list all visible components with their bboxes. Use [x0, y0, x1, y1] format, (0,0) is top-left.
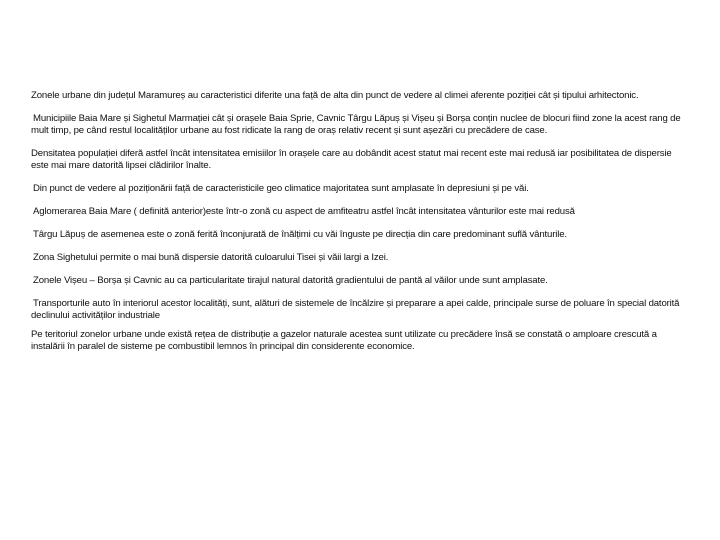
- paragraph-zonele-urbane: Zonele urbane din județul Maramureș au caracteristici diferite una față de alta din punct de vedere al climei aferente poziției cât și tipului arhitectonic.: [31, 90, 639, 101]
- text-body: [31, 90, 691, 364]
- paragraph-gaze-naturale: Pe teritoriul zonelor urbane unde există rețea de distribuție a gazelor naturale acestea sunt utilizate cu precădere însă se constată o amploare crescută a instalării în paralel de sisteme pe combustibil lemnos în principal din considerente economice.: [31, 329, 657, 352]
- paragraph-densitatea: Densitatea populației diferă astfel încât intensitatea emisiilor în orașele care au dobândit acest statut mai recent este mai redusă iar posibilitatea de dispersie este mai mare datorită lipsei clădirilor înalte.: [31, 148, 672, 171]
- paragraph-viseu-borsa-cavnic: Zonele Vișeu – Borșa și Cavnic au ca particularitate tirajul natural datorită gradientului de pantă al văilor unde sunt amplasate.: [33, 275, 548, 286]
- paragraph-targu-lapus: Târgu Lăpuș de asemenea este o zonă ferită înconjurată de înălțimi cu văi înguste pe direcția din care predominant suflă vânturile.: [33, 229, 567, 240]
- paragraph-pozitionare: Din punct de vedere al poziționării față de caracteristicile geo climatice majoritatea sunt amplasate în depresiuni și pe văi.: [33, 183, 529, 194]
- paragraph-municipiile: Municipiile Baia Mare și Sighetul Marmației cât și orașele Baia Sprie, Cavnic Târgu Lăpuș și Vișeu și Borșa conțin nuclee de blocuri fiind zone la acest rang de mult timp, pe când restul localităților urbane au fost ridicate la rang de oraș relativ recent și sunt așezări cu precădere de case.: [31, 113, 681, 136]
- paragraph-sighet: Zona Sighetului permite o mai bună dispersie datorită culoarului Tisei și văii largi a Izei.: [33, 252, 389, 263]
- paragraph-aglomerarea-baia-mare: Aglomerarea Baia Mare ( definită anterior)este într-o zonă cu aspect de amfiteatru astfel încât intensitatea vânturilor este mai redusă: [33, 206, 575, 217]
- paragraph-transporturi: Transporturile auto în interiorul acestor localități, sunt, alături de sistemele de încălzire și preparare a apei calde, principale surse de poluare în special datorită declinului activităților industriale: [31, 298, 680, 321]
